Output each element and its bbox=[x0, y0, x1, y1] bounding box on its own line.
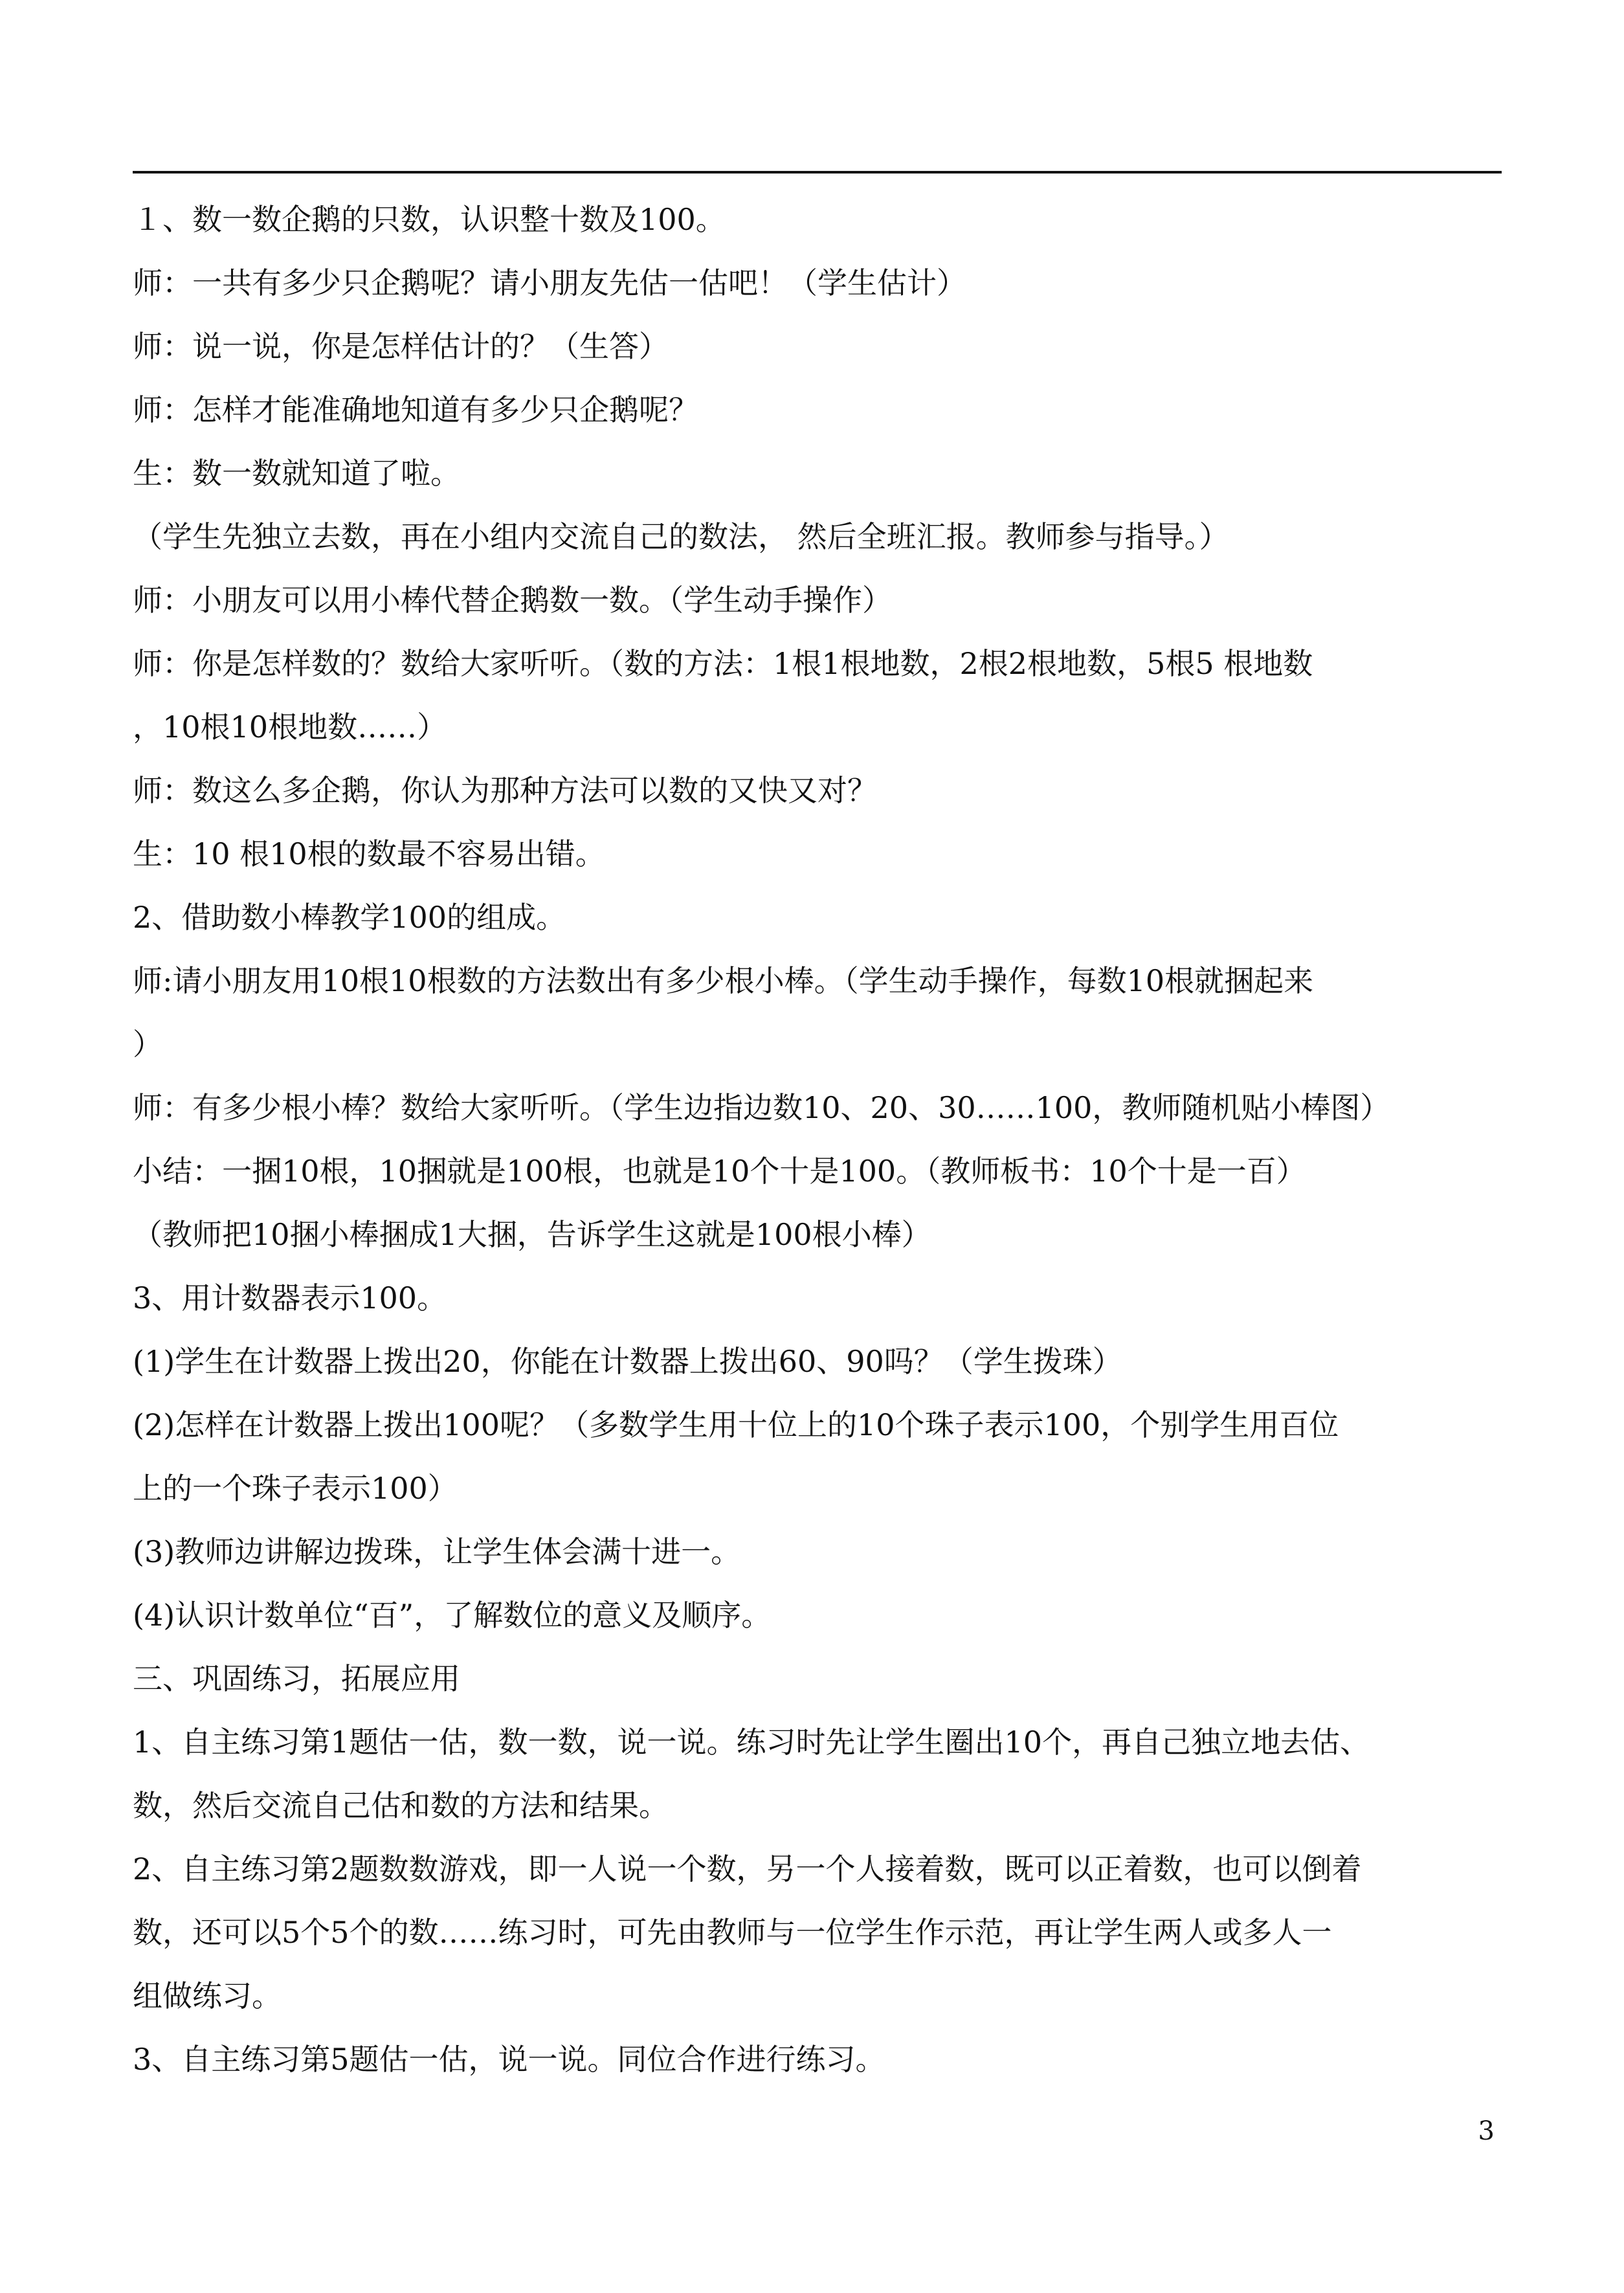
text-line: 生：10 根10根的数最不容易出错。 bbox=[133, 836, 605, 871]
text-line: 师：有多少根小棒？数给大家听听。（学生边指边数10、20、30……100，教师随机贴小棒图） bbox=[133, 1090, 1390, 1125]
text-line: 师：一共有多少只企鹅呢？请小朋友先估一估吧！（学生估计） bbox=[133, 265, 966, 300]
text-line: ，10根10根地数……） bbox=[133, 710, 447, 744]
text-line: 上的一个珠子表示100） bbox=[133, 1471, 458, 1506]
text-line: 3、自主练习第5题估一估，说一说。同位合作进行练习。 bbox=[133, 2042, 885, 2077]
document-body bbox=[133, 188, 1508, 2091]
text-line: 师：小朋友可以用小棒代替企鹅数一数。（学生动手操作） bbox=[133, 583, 892, 618]
text-line: 2、自主练习第2题数数游戏，即一人说一个数，另一个人接着数，既可以正着数，也可以倒着 bbox=[133, 1851, 1362, 1886]
text-line: （教师把10捆小棒捆成1大捆，告诉学生这就是100根小棒） bbox=[133, 1217, 931, 1252]
text-line: ） bbox=[133, 1027, 162, 1062]
text-line: 生：数一数就知道了啦。 bbox=[133, 456, 460, 491]
text-line: (1)学生在计数器上拨出20，你能在计数器上拨出60、90吗？（学生拨珠） bbox=[133, 1344, 1122, 1379]
text-line: (3)教师边讲解边拨珠，让学生体会满十进一。 bbox=[133, 1534, 741, 1569]
text-line: 1、自主练习第1题估一估，数一数，说一说。练习时先让学生圈出10个，再自己独立地去估、 bbox=[133, 1725, 1370, 1760]
text-line: 师：你是怎样数的？数给大家听听。（数的方法：1根1根地数，2根2根地数，5根5 根地数 bbox=[133, 646, 1313, 681]
text-line: 师：怎样才能准确地知道有多少只企鹅呢？ bbox=[133, 392, 698, 427]
text-line: 三、巩固练习，拓展应用 bbox=[133, 1661, 460, 1696]
text-line: 3、用计数器表示100。 bbox=[133, 1281, 447, 1315]
text-line: (4)认识计数单位“百”，了解数位的意义及顺序。 bbox=[133, 1598, 772, 1633]
text-line: １、数一数企鹅的只数，认识整十数及100。 bbox=[133, 202, 726, 237]
text-line: 2、借助数小棒教学100的组成。 bbox=[133, 900, 566, 935]
text-line: 小结：一捆10根，10捆就是100根，也就是10个十是100。（教师板书：10个十是一百） bbox=[133, 1154, 1306, 1189]
text-line: (2)怎样在计数器上拨出100呢？（多数学生用十位上的10个珠子表示100，个别学生用百位 bbox=[133, 1407, 1339, 1442]
text-line: 师:请小朋友用10根10根数的方法数出有多少根小棒。（学生动手操作，每数10根就捆起来 bbox=[133, 963, 1314, 998]
text-line: 数，还可以5个5个的数……练习时，可先由教师与一位学生作示范，再让学生两人或多人一 bbox=[133, 1915, 1332, 1950]
page-number: 3 bbox=[1478, 2116, 1495, 2146]
text-line: 组做练习。 bbox=[133, 1978, 282, 2013]
text-line: （学生先独立去数，再在小组内交流自己的数法， 然后全班汇报。教师参与指导。） bbox=[133, 519, 1229, 554]
text-line: 师：数这么多企鹅，你认为那种方法可以数的又快又对？ bbox=[133, 773, 877, 808]
header-rule bbox=[133, 171, 1502, 173]
text-line: 数，然后交流自己估和数的方法和结果。 bbox=[133, 1788, 669, 1823]
text-line: 师：说一说，你是怎样估计的？（生答） bbox=[133, 329, 669, 364]
